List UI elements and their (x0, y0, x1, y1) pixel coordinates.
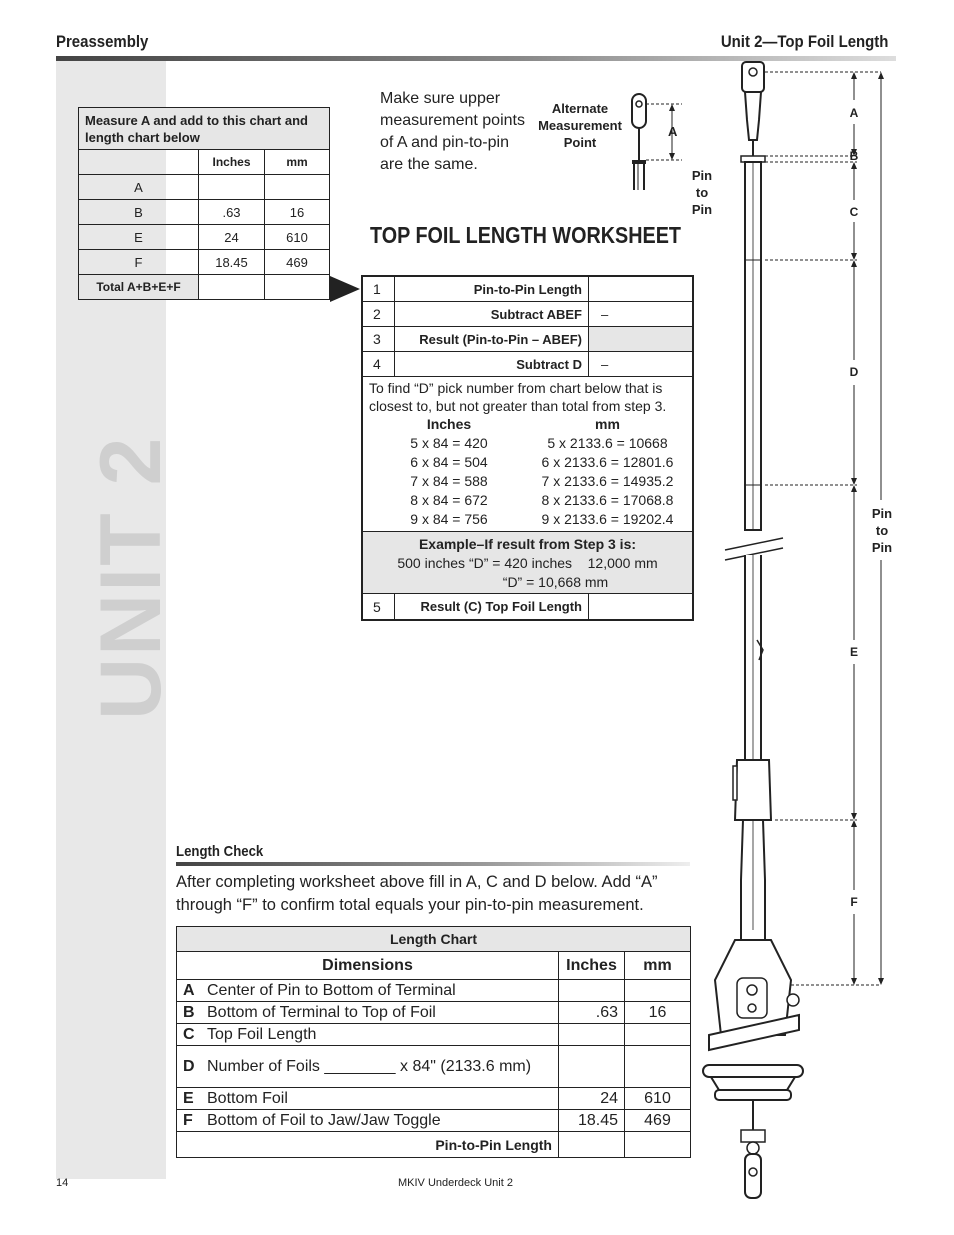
worksheet-step: 1 Pin-to-Pin Length (363, 277, 692, 302)
dim-letter: D (849, 365, 859, 379)
input-cell[interactable] (559, 1046, 625, 1088)
input-cell[interactable] (589, 594, 692, 619)
table-row: A Center of Pin to Bottom of Terminal (177, 980, 691, 1002)
table-row: F 18.45 469 (79, 250, 330, 275)
pin-to-pin-label: Pin to Pin (871, 506, 893, 555)
arrow-right-icon (330, 276, 362, 302)
col-mm: mm (265, 150, 330, 175)
note-text: Make sure upper measurement points of A and pin-to-pin are the same. (380, 90, 525, 173)
table-row: C Top Foil Length (177, 1024, 691, 1046)
input-cell[interactable] (265, 275, 330, 300)
input-cell[interactable]: – (601, 356, 609, 372)
worksheet (361, 275, 694, 621)
table-row: A (79, 175, 330, 200)
dim-letter: C (849, 205, 859, 219)
dim-letter: E (849, 645, 858, 659)
input-cell[interactable] (625, 980, 691, 1002)
worksheet-step: 2 Subtract ABEF – (363, 302, 692, 327)
worksheet-title: TOP FOIL LENGTH WORKSHEET (370, 222, 682, 248)
footer-text: MKIV Underdeck Unit 2 (398, 1177, 513, 1189)
dim-letter: A (849, 106, 859, 120)
input-cell[interactable] (589, 277, 692, 301)
length-chart-caption: Length Chart (177, 927, 691, 952)
input-cell[interactable] (199, 175, 265, 200)
list-item: 9 x 84 = 756 9 x 2133.6 = 19202.4 (410, 511, 674, 527)
length-check-text: After completing worksheet above fill in A, C and D below. Add “A” through “F” to confirm total equals your pin-to-pin measurement. (176, 873, 658, 914)
input-cell[interactable] (625, 1046, 691, 1088)
measure-table-caption: Measure A and add to this chart and length chart below (79, 108, 330, 150)
input-cell[interactable] (559, 980, 625, 1002)
table-row: E Bottom Foil 24 610 (177, 1088, 691, 1110)
length-check-rule (176, 862, 690, 866)
total-label: Total A+B+E+F (79, 275, 199, 300)
section-title: Preassembly (56, 32, 149, 51)
worksheet-example: Example–If result from Step 3 is: 500 inches “D” = 420 inches 12,000 mm “D” = 10,668 mm (363, 532, 692, 594)
length-check-title: Length Check (176, 843, 264, 860)
table-row: B .63 16 (79, 200, 330, 225)
foil-assembly-diagram (695, 60, 895, 1205)
table-row: E 24 610 (79, 225, 330, 250)
list-item: 6 x 84 = 504 6 x 2133.6 = 12801.6 (410, 454, 674, 470)
dim-a-label: A (668, 124, 678, 139)
list-item: 8 x 84 = 672 8 x 2133.6 = 17068.8 (410, 492, 674, 508)
unit-watermark: UNIT 2 (83, 435, 179, 720)
worksheet-step: 3 Result (Pin-to-Pin – ABEF) (363, 327, 692, 352)
table-row: D Number of Foils ________ x 84" (2133.6 mm) (177, 1046, 691, 1088)
worksheet-step: 4 Subtract D – (363, 352, 692, 377)
chapter-title: Unit 2—Top Foil Length (720, 32, 888, 51)
input-cell[interactable] (625, 1132, 691, 1158)
alternate-point-label: Alternate Measurement Point (538, 101, 622, 150)
dim-letter: B (849, 149, 859, 163)
measure-table (78, 107, 330, 300)
input-cell[interactable] (199, 275, 265, 300)
page-number: 14 (56, 1177, 69, 1189)
table-row: F Bottom of Foil to Jaw/Jaw Toggle 18.45 469 (177, 1110, 691, 1132)
worksheet-step: 5 Result (C) Top Foil Length (363, 594, 692, 619)
input-cell[interactable] (589, 327, 692, 351)
length-chart: Length Chart Dimensions Inches mm A Center of Pin to Bottom of Terminal B Bottom of Terminal to Top of Foil .63 16 C Top Foil Length D Number of Foils ________ x 84" (2133.6 mm) E Bottom Foil 24 610 F Bottom of Foil to Jaw/Jaw Toggle 18.45 469 Pin-to-Pin Length (176, 926, 691, 1158)
input-cell[interactable] (559, 1132, 625, 1158)
pin-to-pin-label: Pin to Pin (691, 168, 713, 217)
input-cell[interactable]: – (601, 306, 609, 322)
col-inches: Inches (199, 150, 265, 175)
list-item: 7 x 84 = 588 7 x 2133.6 = 14935.2 (410, 473, 674, 489)
input-cell[interactable] (559, 1024, 625, 1046)
list-item: 5 x 84 = 420 5 x 2133.6 = 10668 (410, 435, 668, 451)
worksheet-instructions: To find “D” pick number from chart below that is closest to, but not greater than total from step 3. Inches mm 5 x 84 = 420 5 x 2133.6 = 10668 6 x 84 = 504 6 x 2133.6 = 12801.6 7 x 84 = 588 7 x 2133.6 = 14935.2 8 x 84 = 672 8 x 2133.6 = 17068.8 9 x 84 = 756 9 x 2133.6 = 19202.4 (363, 377, 692, 532)
pin-to-pin-total-label: Pin-to-Pin Length (177, 1132, 559, 1158)
table-row: B Bottom of Terminal to Top of Foil .63 16 (177, 1002, 691, 1024)
input-cell[interactable] (265, 175, 330, 200)
input-cell[interactable] (625, 1024, 691, 1046)
dim-letter: F (850, 895, 858, 909)
